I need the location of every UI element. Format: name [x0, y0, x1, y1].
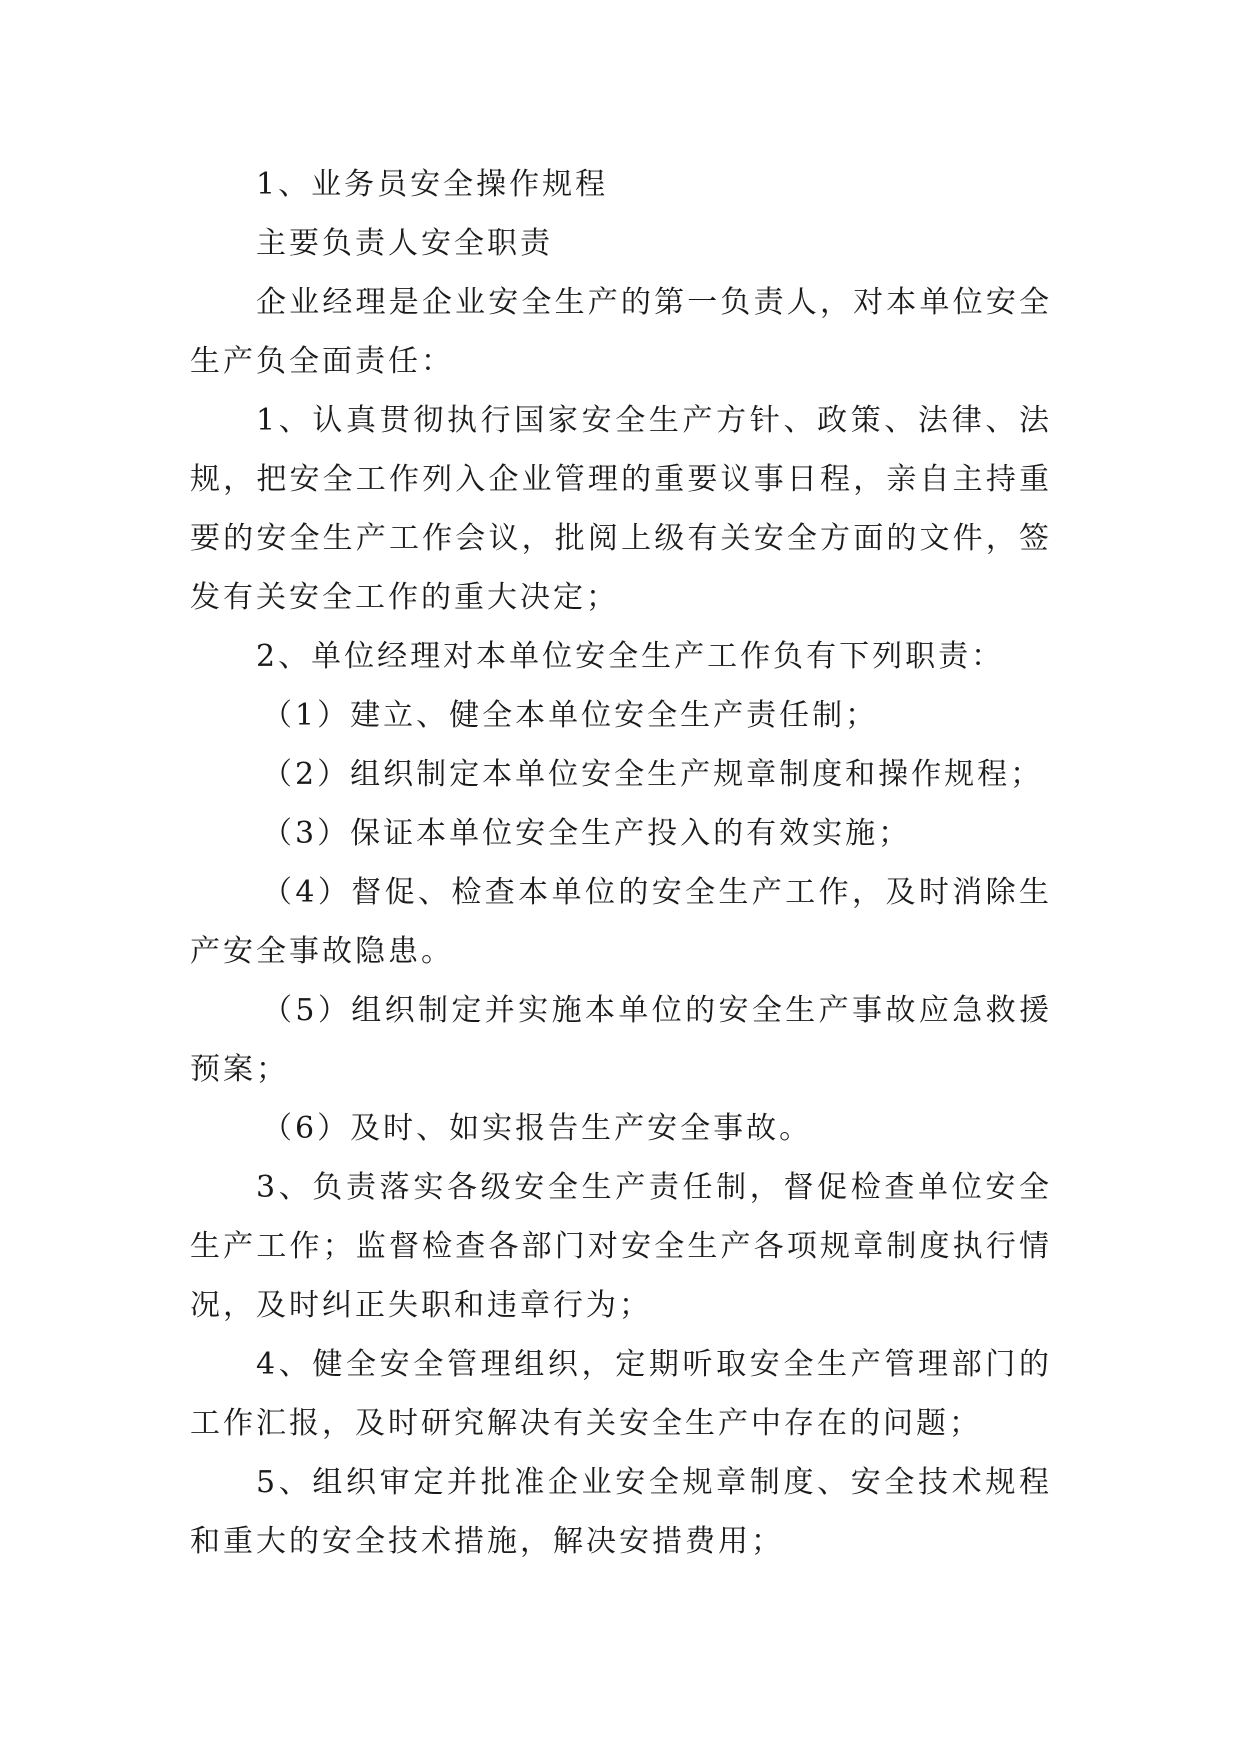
- paragraph-item-2: 2、单位经理对本单位安全生产工作负有下列职责：: [256, 639, 1005, 674]
- heading-operation-rules: 1、业务员安全操作规程: [256, 167, 609, 202]
- subitem-3: （3）保证本单位安全生产投入的有效实施；: [262, 816, 912, 851]
- document-body: [190, 155, 1052, 1571]
- heading-responsibilities: 主要负责人安全职责: [256, 226, 553, 261]
- paragraph-item-1: 1、认真贯彻执行国家安全生产方针、政策、法律、法规，把安全工作列入企业管理的重要议事日程，亲自主持重要的安全生产工作会议，批阅上级有关安全方面的文件，签发有关安全工作的重大决定；: [190, 403, 1052, 615]
- subitem-4: （4）督促、检查本单位的安全生产工作，及时消除生产安全事故隐患。: [190, 875, 1052, 969]
- paragraph-intro: 企业经理是企业安全生产的第一负责人，对本单位安全生产负全面责任：: [190, 285, 1052, 379]
- subitem-6: （6）及时、如实报告生产安全事故。: [262, 1111, 813, 1146]
- paragraph-item-5: 5、组织审定并批准企业安全规章制度、安全技术规程和重大的安全技术措施，解决安措费用；: [190, 1465, 1052, 1559]
- subitem-5: （5）组织制定并实施本单位的安全生产事故应急救援预案；: [190, 993, 1052, 1087]
- paragraph-item-3: 3、负责落实各级安全生产责任制，督促检查单位安全生产工作；监督检查各部门对安全生产各项规章制度执行情况，及时纠正失职和违章行为；: [190, 1170, 1052, 1323]
- paragraph-item-4: 4、健全安全管理组织，定期听取安全生产管理部门的工作汇报，及时研究解决有关安全生产中存在的问题；: [190, 1347, 1052, 1441]
- subitem-2: （2）组织制定本单位安全生产规章制度和操作规程；: [262, 757, 1044, 792]
- subitem-1: （1）建立、健全本单位安全生产责任制；: [262, 698, 879, 733]
